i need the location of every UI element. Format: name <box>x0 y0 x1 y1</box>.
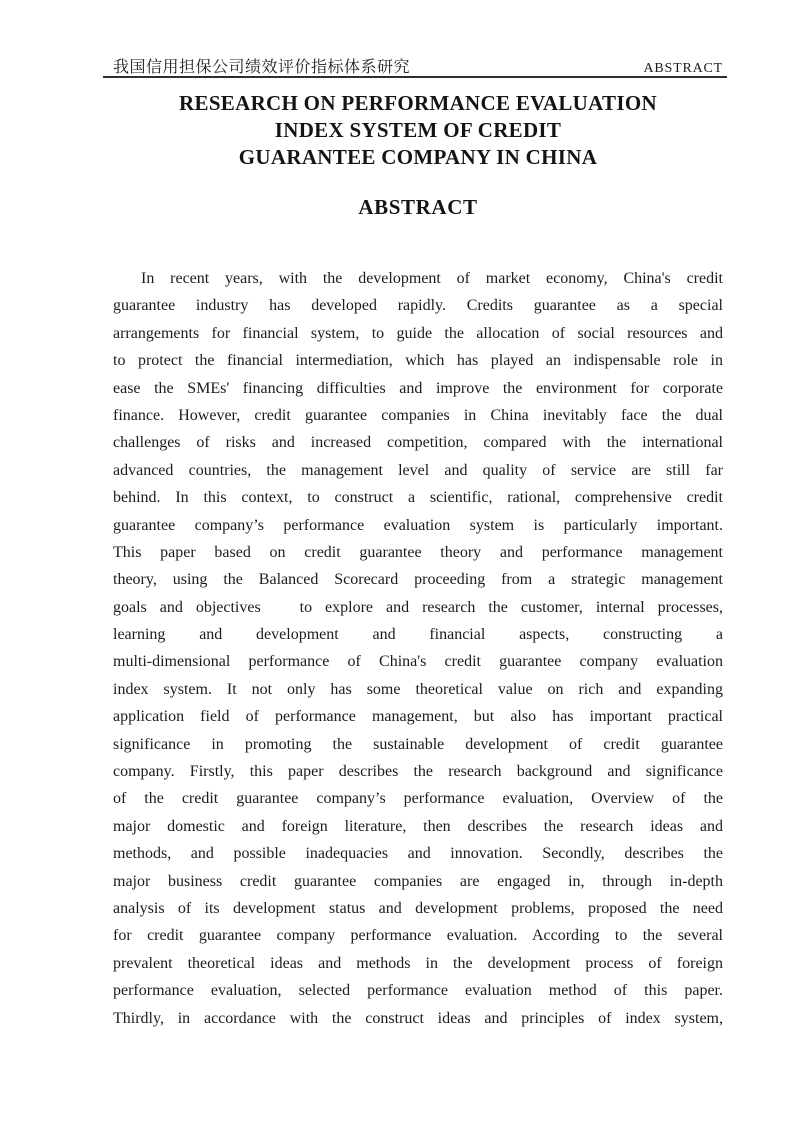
document-title-line-3: GUARANTEE COMPANY IN CHINA <box>238 145 598 169</box>
paragraph-line: application field of performance management, but also has important practical <box>113 708 723 726</box>
document-title-line-2: INDEX SYSTEM OF CREDIT <box>274 118 562 142</box>
paragraph-line: performance evaluation, selected performance evaluation method of this paper. <box>113 982 723 1000</box>
document-title <box>113 90 723 171</box>
header-section-label: ABSTRACT <box>643 61 723 76</box>
paragraph-line: This paper based on credit guarantee theory and performance management <box>113 543 723 561</box>
paragraph-line: learning and development and financial aspects, constructing a <box>113 626 723 644</box>
paragraph-line: finance. However, credit guarantee companies in China inevitably face the dual <box>113 406 723 424</box>
paragraph-line: major domestic and foreign literature, then describes the research ideas and <box>113 817 723 835</box>
paragraph-line: major business credit guarantee companies are engaged in, through in-depth <box>113 872 723 890</box>
document-title-line-1: RESEARCH ON PERFORMANCE EVALUATION <box>179 91 657 115</box>
paragraph-line: challenges of risks and increased competition, compared with the international <box>113 434 723 452</box>
paragraph-line: methods, and possible inadequacies and innovation. Secondly, describes the <box>113 845 723 863</box>
paragraph-line: prevalent theoretical ideas and methods in the development process of foreign <box>113 954 723 972</box>
header-rule <box>103 76 727 78</box>
abstract-heading: ABSTRACT <box>358 195 478 219</box>
paragraph-line: to protect the financial intermediation, which has played an indispensable role in <box>113 352 723 370</box>
paragraph-line: multi-dimensional performance of China's credit guarantee company evaluation <box>113 653 723 671</box>
paragraph-line: Thirdly, in accordance with the construct ideas and principles of index system, <box>113 1009 723 1027</box>
abstract-paragraph <box>113 265 723 1032</box>
paragraph-line: theory, using the Balanced Scorecard proceeding from a strategic management <box>113 571 723 589</box>
paragraph-line: behind. In this context, to construct a scientific, rational, comprehensive credit <box>113 489 723 507</box>
paragraph-line: analysis of its development status and development problems, proposed the need <box>113 899 723 917</box>
paragraph-line: index system. It not only has some theoretical value on rich and expanding <box>113 680 723 698</box>
paragraph-line: guarantee company’s performance evaluation system is particularly important. <box>113 516 723 534</box>
paragraph-line: In recent years, with the development of market economy, China's credit <box>141 270 723 287</box>
paragraph-line: goals and objectives to explore and research the customer, internal processes, <box>113 598 723 616</box>
paragraph-line: significance in promoting the sustainable development of credit guarantee <box>113 735 723 753</box>
page-header <box>113 54 723 74</box>
paragraph-line: guarantee industry has developed rapidly. Credits guarantee as a special <box>113 297 723 315</box>
header-chinese-title: 我国信用担保公司绩效评价指标体系研究 <box>113 59 411 76</box>
paragraph-line: of the credit guarantee company’s performance evaluation, Overview of the <box>113 790 723 808</box>
paragraph-line: for credit guarantee company performance evaluation. According to the several <box>113 927 723 945</box>
paragraph-line: advanced countries, the management level and quality of service are still far <box>113 461 723 479</box>
paragraph-line: arrangements for financial system, to guide the allocation of social resources and <box>113 324 723 342</box>
paragraph-line: company. Firstly, this paper describes the research background and significance <box>113 763 723 781</box>
paragraph-line: ease the SMEs' financing difficulties and improve the environment for corporate <box>113 379 723 397</box>
